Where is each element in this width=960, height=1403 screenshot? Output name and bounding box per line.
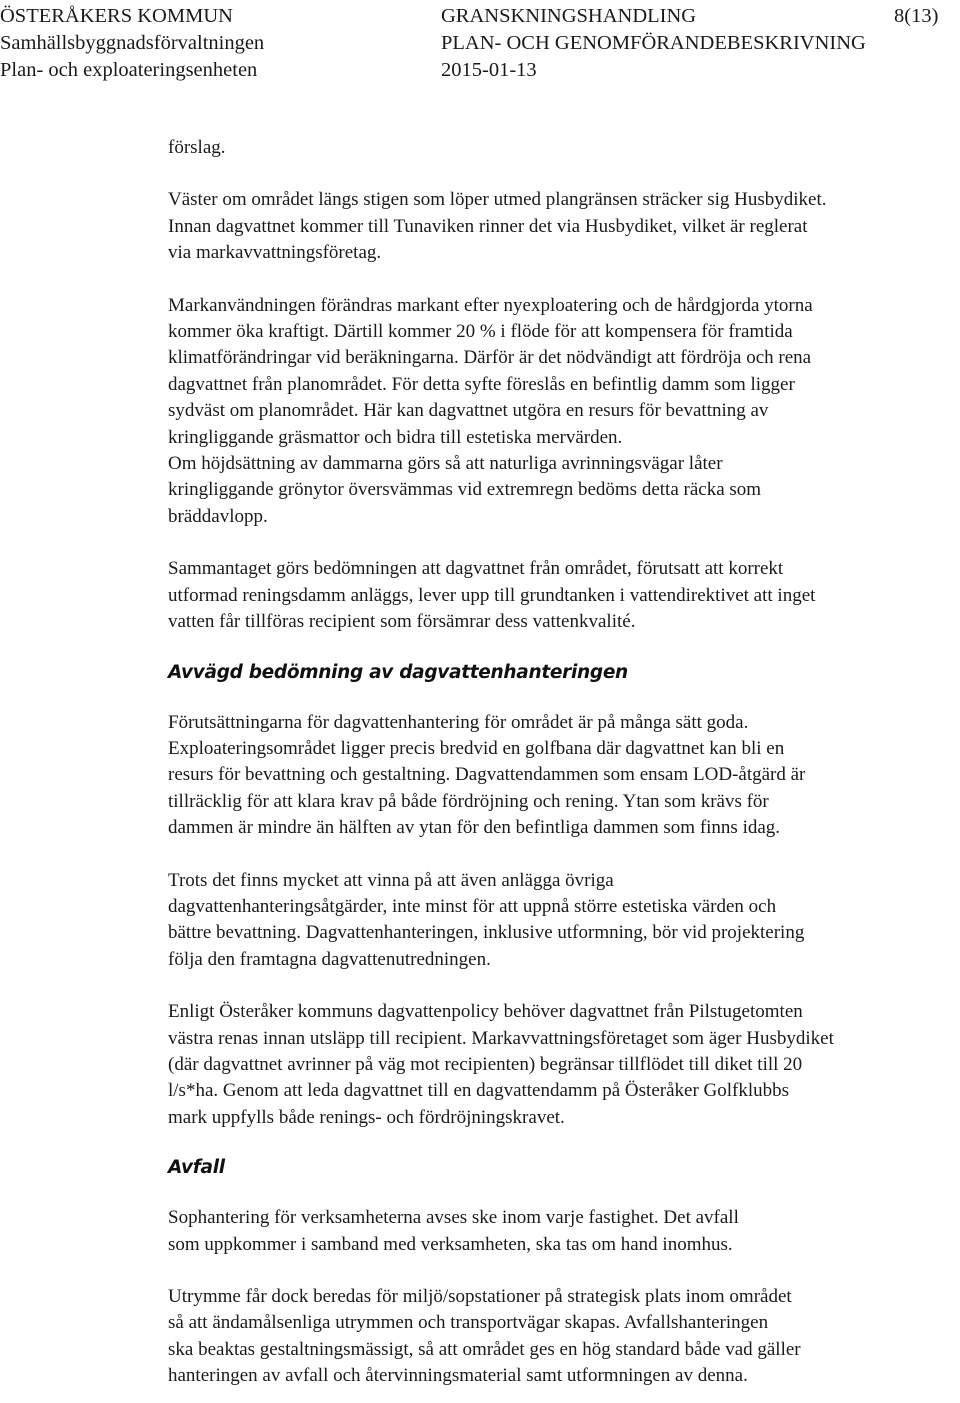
paragraph-forutsattningar: Förutsättningarna för dagvattenhantering för området är på många sätt goda. Exploateringsområdet ligger precis bredvid en golfbana där dagvattnet kan bli en resurs för bevattning och gestaltning. Dagvattendammen som ensam LOD-åtgärd är tillräcklig för att klara krav på både fördröjning och rening. Ytan som krävs för dammen är mindre än hälften av ytan för den befintliga dammen som finns idag. xyxy=(168,711,806,839)
paragraph-trots: Trots det finns mycket att vinna på att även anlägga övriga dagvattenhanteringsåtgärder, inte minst för att uppnå större estetiska värden och bättre bevattning. Dagvattenhanteringen, inklusive utformning, bör vid projektering följa den framtagna dagvattenutredningen. xyxy=(168,869,805,970)
section-heading-dagvatten: Avvägd bedömning av dagvattenhanteringen xyxy=(168,661,628,683)
paragraph-utrymme: Utrymme får dock beredas för miljö/sopstationer på strategisk plats inom området så att ändamålsenliga utrymmen och transportvägar skapas. Avfallshanteringen ska beaktas gestaltningsmässigt, så att området ges en hög standard både vad gäller hanteringen av avfall och återvinningsmaterial samt utformningen av denna. xyxy=(168,1286,801,1387)
page-header xyxy=(0,0,960,90)
paragraph-sophantering: Sophantering för verksamheterna avses ske inom varje fastighet. Det avfall som uppkommer i samband med verksamheten, ska tas om hand inomhus. xyxy=(168,1207,739,1255)
document-body xyxy=(168,135,958,1390)
header-unit: Plan- och exploateringsenheten xyxy=(0,59,258,81)
header-doc-type: GRANSKNINGSHANDLING xyxy=(441,5,697,27)
header-date: 2015-01-13 xyxy=(441,59,537,81)
paragraph-intro: förslag. xyxy=(168,137,226,158)
paragraph-sammantaget: Sammantaget görs bedömningen att dagvattnet från området, förutsatt att korrekt utformad reningsdamm anläggs, lever upp till grundtanken i vattendirektivet att inget vatten får tillföras recipient som försämrar dess vattenkvalité. xyxy=(168,558,816,633)
header-department: Samhällsbyggnadsförvaltningen xyxy=(0,32,265,54)
paragraph-husbydiket: Väster om området längs stigen som löper utmed plangränsen sträcker sig Husbydiket. Innan dagvattnet kommer till Tunaviken rinner det via Husbydiket, vilket är reglerat via markavvattningsföretag. xyxy=(168,189,827,264)
paragraph-markanvandning: Markanvändningen förändras markant efter nyexploatering och de hårdgjorda ytorna kommer öka kraftigt. Därtill kommer 20 % i flöde för att kompensera för framtida klimatförändringar vid beräkningarna. Därför är det nödvändigt att fördröja och rena dagvattnet från planområdet. För detta syfte föreslås en befintlig damm som ligger sydväst om planområdet. Här kan dagvattnet utgöra en resurs för bevattning av kringliggande gräsmattor och bidra till estetiska mervärden. Om höjdsättning av dammarna görs så att naturliga avrinningsvägar låter kringliggande grönytor översvämmas vid extremregn bedöms detta räcka som bräddavlopp. xyxy=(168,294,813,527)
section-heading-avfall: Avfall xyxy=(168,1157,225,1179)
header-page-number: 8(13) xyxy=(894,5,939,27)
header-org: ÖSTERÅKERS KOMMUN xyxy=(0,5,233,27)
header-doc-title: PLAN- OCH GENOMFÖRANDEBESKRIVNING xyxy=(441,32,866,54)
paragraph-policy: Enligt Österåker kommuns dagvattenpolicy behöver dagvattnet från Pilstugetomten västra renas innan utsläpp till recipient. Markavvattningsföretaget som äger Husbydiket (där dagvattnet avrinner på väg mot recipienten) begränsar tillflödet till diket till 20 l/s*ha. Genom att leda dagvattnet till en dagvattendamm på Österåker Golfklubbs mark uppfylls både renings- och fördröjningskravet. xyxy=(168,1001,834,1128)
